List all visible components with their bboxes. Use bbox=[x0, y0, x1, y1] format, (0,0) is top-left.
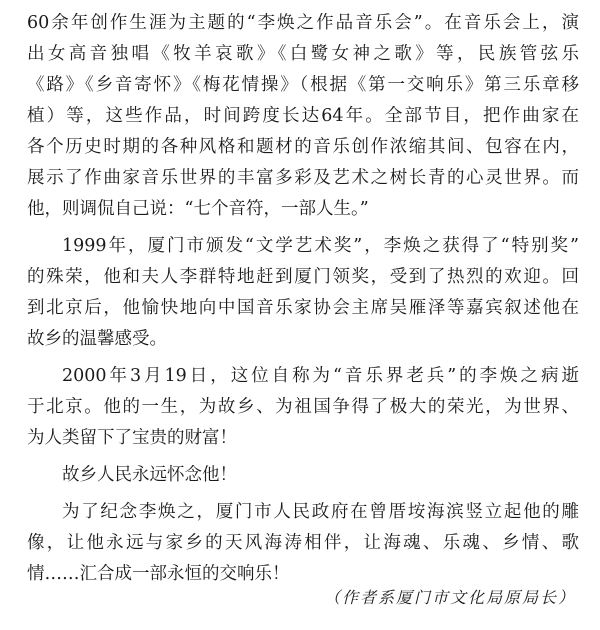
text-line: 60余年创作生涯为主题的“李焕之作品音乐会”。在音乐会上，演 bbox=[27, 13, 579, 33]
text-line: 故乡人民永远怀念他！ bbox=[62, 465, 237, 485]
paragraph-1 bbox=[27, 8, 579, 225]
text-line: 像，让他永远与家乡的天风海涛相伴，让海魂、乐魂、乡情、歌 bbox=[27, 533, 579, 553]
text-line: 情……汇合成一部永恒的交响乐！ bbox=[27, 564, 290, 584]
paragraph-4 bbox=[27, 460, 579, 491]
text-line: 到北京后，他愉快地向中国音乐家协会主席吴雁泽等嘉宾叙述他在 bbox=[27, 298, 579, 318]
text-line: 展示了作曲家音乐世界的丰富多彩及艺术之树长青的心灵世界。而 bbox=[27, 168, 579, 188]
text-line: 2000年3月19日，这位自称为“音乐界老兵”的李焕之病逝 bbox=[62, 366, 579, 386]
text-line: 的殊荣，他和夫人李群特地赶到厦门领奖，受到了热烈的欢迎。回 bbox=[27, 267, 579, 287]
text-line: 为了纪念李焕之，厦门市人民政府在曾厝垵海滨竖立起他的雕 bbox=[62, 502, 579, 522]
author-note: （作者系厦门市文化局原局长） bbox=[323, 588, 576, 607]
text-line: 《路》《乡音寄怀》《梅花情操》（根据《第一交响乐》第三乐章移 bbox=[27, 75, 579, 95]
paragraph-5 bbox=[27, 497, 579, 590]
text-line: 1999年，厦门市颁发“文学艺术奖”，李焕之获得了“特别奖” bbox=[62, 236, 579, 256]
paragraph-2 bbox=[27, 231, 579, 355]
text-line: 他，则调侃自己说：“七个音符，一部人生。” bbox=[27, 199, 369, 219]
text-line: 出女高音独唱《牧羊哀歌》《白鹭女神之歌》等，民族管弦乐 bbox=[27, 44, 579, 64]
text-line: 各个历史时期的各种风格和题材的音乐创作浓缩其间、包容在内， bbox=[27, 137, 579, 157]
text-line: 植）等，这些作品，时间跨度长达64年。全部节目，把作曲家在 bbox=[27, 106, 579, 126]
text-line: 故乡的温馨感受。 bbox=[27, 329, 167, 349]
paragraph-3 bbox=[27, 361, 579, 454]
text-line: 于北京。他的一生，为故乡、为祖国争得了极大的荣光，为世界、 bbox=[27, 397, 579, 417]
text-line: 为人类留下了宝贵的财富！ bbox=[27, 428, 237, 448]
article-body bbox=[27, 8, 579, 590]
